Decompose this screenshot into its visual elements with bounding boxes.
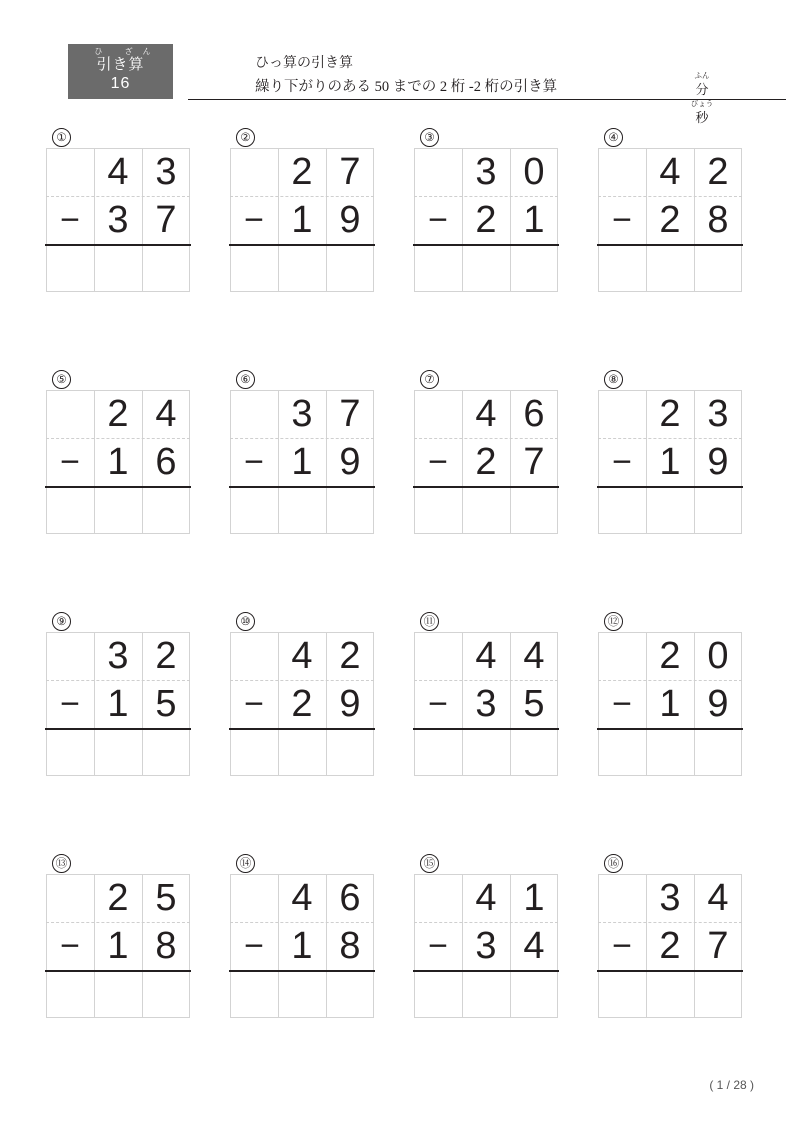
- minuend-tens: 3: [291, 393, 313, 435]
- subtrahend-tens: 2: [659, 925, 681, 967]
- minuend-row: [46, 148, 190, 196]
- problem-number: ④: [604, 128, 623, 147]
- subtrahend-ones: 9: [339, 683, 361, 725]
- subtrahend-ones: 5: [523, 683, 545, 725]
- calculation-box[interactable]: [230, 390, 374, 534]
- subtrahend-ones: 7: [707, 925, 729, 967]
- minuend-row: [598, 148, 742, 196]
- timer-fields: [680, 70, 724, 126]
- minuend-tens: 3: [475, 151, 497, 193]
- minuend-ones: 4: [155, 393, 177, 435]
- minuend-tens: 2: [659, 635, 681, 677]
- minuend-ones: 4: [523, 635, 545, 677]
- minuend-row: [598, 632, 742, 680]
- answer-rule: [229, 728, 375, 730]
- header-subtitle: [255, 52, 353, 72]
- minuend-ones: 2: [155, 635, 177, 677]
- answer-rule: [597, 486, 743, 488]
- minuend-tens: 4: [107, 151, 129, 193]
- subtrahend-ones: 9: [339, 441, 361, 483]
- minuend-row: [46, 874, 190, 922]
- subtrahend-tens: 1: [291, 925, 313, 967]
- minuend-ones: 6: [523, 393, 545, 435]
- minuend-row: [414, 148, 558, 196]
- minuend-ones: 0: [523, 151, 545, 193]
- answer-rule: [413, 728, 559, 730]
- subtrahend-ones: 9: [707, 441, 729, 483]
- minuend-ones: 7: [339, 393, 361, 435]
- answer-rule: [413, 244, 559, 246]
- page-footer: ( 1 / 28 ): [709, 1078, 754, 1092]
- calculation-box[interactable]: [46, 390, 190, 534]
- minus-operator-icon: −: [244, 685, 264, 723]
- minuend-row: [230, 632, 374, 680]
- minus-operator-icon: −: [244, 927, 264, 965]
- calculation-box[interactable]: [414, 632, 558, 776]
- subtrahend-ones: 5: [155, 683, 177, 725]
- worksheet-badge: [68, 44, 173, 99]
- minuend-tens: 4: [659, 151, 681, 193]
- problem-number: ⑮: [420, 854, 439, 873]
- problem-number: ①: [52, 128, 71, 147]
- answer-rule: [229, 244, 375, 246]
- problem-number: ⑤: [52, 370, 71, 389]
- minus-operator-icon: −: [244, 443, 264, 481]
- problem-number: ⑬: [52, 854, 71, 873]
- minus-operator-icon: −: [612, 685, 632, 723]
- calculation-box[interactable]: [598, 148, 742, 292]
- problem-number: ⑩: [236, 612, 255, 631]
- calculation-box[interactable]: [46, 632, 190, 776]
- subtrahend-tens: 3: [475, 683, 497, 725]
- answer-rule: [229, 970, 375, 972]
- minus-operator-icon: −: [60, 927, 80, 965]
- subtrahend-ones: 8: [339, 925, 361, 967]
- minuend-tens: 4: [291, 635, 313, 677]
- minus-operator-icon: −: [612, 927, 632, 965]
- subtrahend-tens: 1: [659, 683, 681, 725]
- answer-rule: [597, 728, 743, 730]
- minuend-ones: 6: [339, 877, 361, 919]
- calculation-box[interactable]: [230, 148, 374, 292]
- minuend-tens: 2: [659, 393, 681, 435]
- minuend-ones: 2: [707, 151, 729, 193]
- answer-rule: [413, 970, 559, 972]
- subtrahend-tens: 1: [107, 683, 129, 725]
- minuend-tens: 4: [475, 393, 497, 435]
- timer-minutes-label: 分: [695, 82, 709, 97]
- subtrahend-ones: 8: [155, 925, 177, 967]
- minuend-row: [414, 390, 558, 438]
- subtrahend-ones: 7: [523, 441, 545, 483]
- minuend-tens: 3: [659, 877, 681, 919]
- minuend-row: [46, 632, 190, 680]
- minuend-row: [46, 390, 190, 438]
- minuend-row: [230, 148, 374, 196]
- calculation-box[interactable]: [414, 874, 558, 1018]
- problem-number: ⑫: [604, 612, 623, 631]
- subtrahend-tens: 1: [291, 441, 313, 483]
- minus-operator-icon: −: [428, 201, 448, 239]
- calculation-box[interactable]: [598, 632, 742, 776]
- problem-row: [0, 612, 794, 854]
- subtrahend-tens: 2: [291, 683, 313, 725]
- minus-operator-icon: −: [60, 201, 80, 239]
- calculation-box[interactable]: [230, 632, 374, 776]
- minuend-ones: 3: [707, 393, 729, 435]
- minuend-row: [598, 390, 742, 438]
- header-description: [255, 75, 557, 96]
- calculation-box[interactable]: [414, 390, 558, 534]
- subtrahend-ones: 8: [707, 199, 729, 241]
- minus-operator-icon: −: [428, 443, 448, 481]
- badge-number: 16: [110, 75, 131, 92]
- minuend-ones: 0: [707, 635, 729, 677]
- minus-operator-icon: −: [612, 443, 632, 481]
- subtrahend-tens: 1: [107, 925, 129, 967]
- problem-row: [0, 370, 794, 612]
- minus-operator-icon: −: [428, 927, 448, 965]
- minuend-tens: 2: [107, 877, 129, 919]
- answer-rule: [45, 970, 191, 972]
- answer-rule: [597, 244, 743, 246]
- subtrahend-tens: 1: [291, 199, 313, 241]
- minuend-ones: 5: [155, 877, 177, 919]
- subtrahend-ones: 9: [339, 199, 361, 241]
- answer-rule: [45, 486, 191, 488]
- problem-number: ②: [236, 128, 255, 147]
- header-description-text: 繰り下がりのある 50 までの 2 桁 -2 桁の引き算: [255, 79, 558, 95]
- calculation-box[interactable]: [598, 390, 742, 534]
- calculation-box[interactable]: [46, 148, 190, 292]
- header-text-block: [188, 44, 718, 99]
- minuend-ones: 4: [707, 877, 729, 919]
- problem-number: ⑯: [604, 854, 623, 873]
- minus-operator-icon: −: [428, 685, 448, 723]
- answer-rule: [229, 486, 375, 488]
- minus-operator-icon: −: [244, 201, 264, 239]
- badge-ruby: ひ ざん: [94, 47, 161, 56]
- minuend-tens: 2: [107, 393, 129, 435]
- minuend-tens: 4: [475, 877, 497, 919]
- subtrahend-tens: 3: [107, 199, 129, 241]
- subtrahend-ones: 1: [523, 199, 545, 241]
- minuend-row: [230, 390, 374, 438]
- timer-seconds: [680, 98, 724, 126]
- problem-number: ⑧: [604, 370, 623, 389]
- minuend-tens: 3: [107, 635, 129, 677]
- minuend-ones: 3: [155, 151, 177, 193]
- answer-rule: [597, 970, 743, 972]
- problem-grid: [0, 128, 794, 1096]
- calculation-box[interactable]: [230, 874, 374, 1018]
- problem-number: ⑭: [236, 854, 255, 873]
- timer-minutes: [680, 70, 724, 98]
- timer-minutes-ruby: ふん: [694, 71, 710, 80]
- header-subtitle-text: ひっ算の引き算: [255, 54, 353, 70]
- subtrahend-tens: 1: [107, 441, 129, 483]
- subtrahend-ones: 9: [707, 683, 729, 725]
- subtrahend-tens: 2: [475, 441, 497, 483]
- minus-operator-icon: −: [60, 685, 80, 723]
- calculation-box[interactable]: [46, 874, 190, 1018]
- minus-operator-icon: −: [60, 443, 80, 481]
- answer-rule: [413, 486, 559, 488]
- problem-number: ⑥: [236, 370, 255, 389]
- subtrahend-tens: 2: [475, 199, 497, 241]
- answer-rule: [45, 728, 191, 730]
- subtrahend-ones: 7: [155, 199, 177, 241]
- problem-number: ⑨: [52, 612, 71, 631]
- problem-number: ⑦: [420, 370, 439, 389]
- problem-number: ⑪: [420, 612, 439, 631]
- worksheet-header: [68, 44, 718, 125]
- minuend-ones: 1: [523, 877, 545, 919]
- subtrahend-ones: 6: [155, 441, 177, 483]
- calculation-box[interactable]: [414, 148, 558, 292]
- minuend-ones: 2: [339, 635, 361, 677]
- minuend-tens: 4: [291, 877, 313, 919]
- subtrahend-tens: 1: [659, 441, 681, 483]
- subtrahend-tens: 2: [659, 199, 681, 241]
- minuend-row: [230, 874, 374, 922]
- timer-seconds-label: 秒: [695, 110, 709, 125]
- problem-row: [0, 854, 794, 1096]
- subtrahend-ones: 4: [523, 925, 545, 967]
- minuend-tens: 2: [291, 151, 313, 193]
- subtrahend-tens: 3: [475, 925, 497, 967]
- minuend-row: [414, 632, 558, 680]
- problem-row: [0, 128, 794, 370]
- minus-operator-icon: −: [612, 201, 632, 239]
- timer-seconds-ruby: びょう: [690, 99, 714, 108]
- badge-label: 引き算: [96, 56, 145, 73]
- minuend-row: [598, 874, 742, 922]
- minuend-tens: 4: [475, 635, 497, 677]
- calculation-box[interactable]: [598, 874, 742, 1018]
- minuend-ones: 7: [339, 151, 361, 193]
- minuend-row: [414, 874, 558, 922]
- answer-rule: [45, 244, 191, 246]
- problem-number: ③: [420, 128, 439, 147]
